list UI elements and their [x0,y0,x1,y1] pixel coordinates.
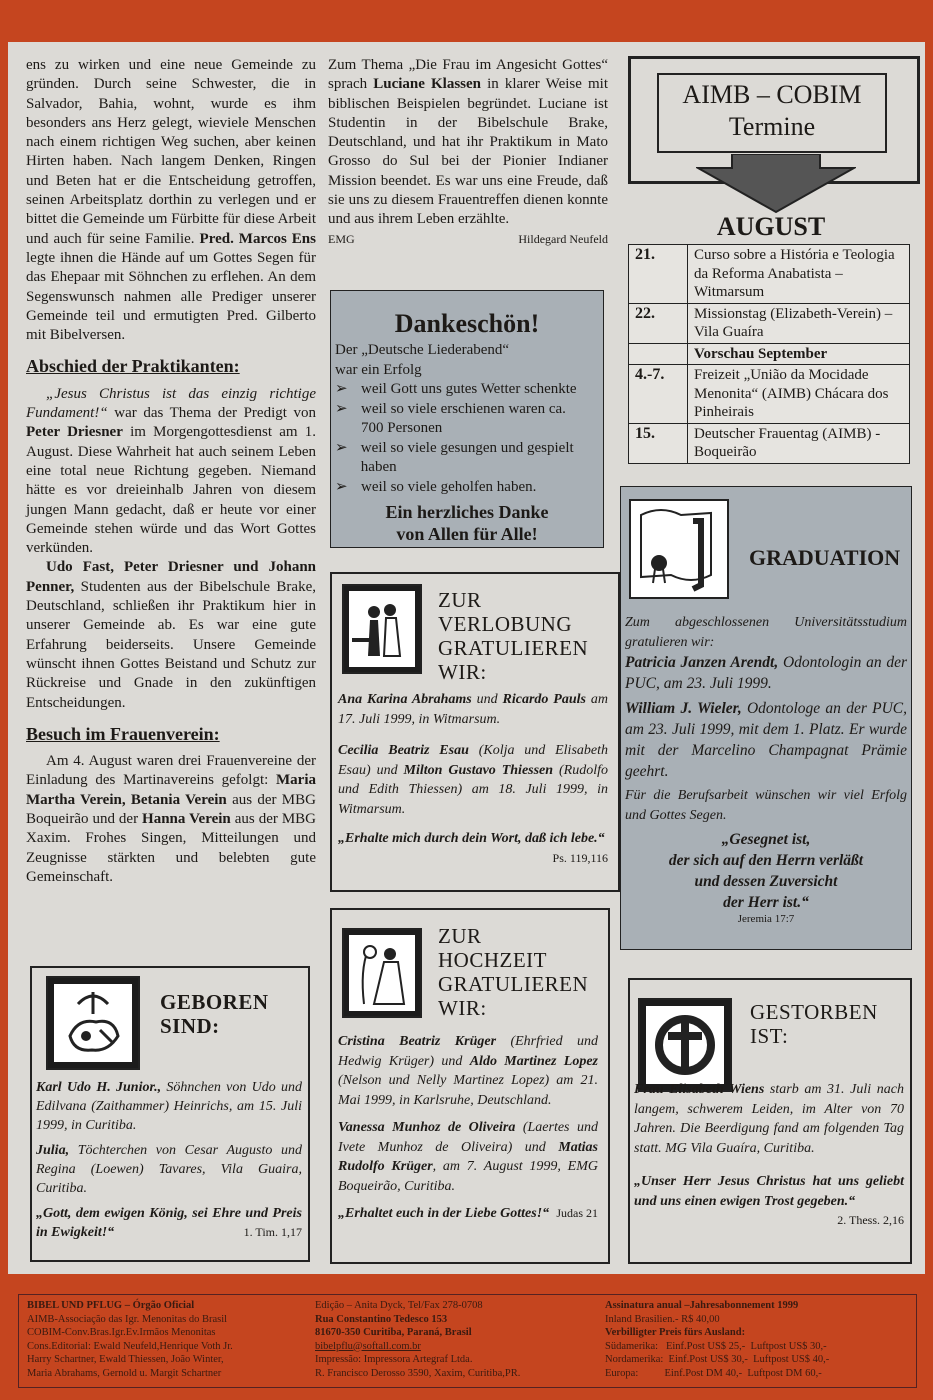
thanks-list [335,380,599,497]
arrow-icon: ➢ [335,439,348,456]
table-row: 15. Deutscher Frauentag (AIMB) - Boqueirão [629,423,910,463]
termine-table [628,244,910,464]
graduation-title: GRADUATION [749,545,901,570]
signature-line: EMG Hildegard Neufeld [328,231,608,246]
engagement-entry: Cecilia Beatriz Esau (Kolja und Elisabeth Esau) und Milton Gustavo Thiessen (Rudolfo und Edith Thiessen) am 18. Juli 1999, in Witmarsum. [338,743,608,817]
engagement-verse: „Erhalte mich durch dein Wort, daß ich lebe.“ Ps. 119,116 [338,831,608,865]
thanks-title: Dankeschön! [394,309,540,338]
wedding-verse: „Erhaltet euch in der Liebe Gottes!“ Judas 21 [338,1206,598,1221]
wedding-title: ZUR HOCHZEIT GRATULIEREN WIR: [438,924,589,1020]
graduation-verse: „Gesegnet ist, der sich auf den Herrn verläßt und dessen Zuversicht der Herr ist.“ Jeremia 17:7 [668,831,864,925]
thanks-item: ➢ weil Gott uns gutes Wetter schenkte [335,380,599,400]
heading-frauenverein: Besuch im Frauenverein: [26,723,220,744]
diploma-icon [629,499,729,599]
birth-entry: Julia, Töchterchen von Cesar Augusto und Regina (Loewen) Tavares, Vila Guaira, Curitiba. [36,1143,302,1196]
deaths-verse: „Unser Herr Jesus Christus hat uns geliebt und uns einen ewigen Trost gegeben.“ 2. Thess. 2,16 [634,1174,904,1227]
deaths-box [628,978,912,1264]
wedding-couple-icon [342,928,422,1018]
masthead-footer [18,1294,917,1388]
termine-org-title: AIMB – COBIM [682,80,862,109]
thanks-item: ➢ weil so viele gesungen und gespielt haben [335,439,599,478]
engagement-entry: Ana Karina Abrahams und Ricardo Pauls am 17. Juli 1999, in Witmarsum. [338,692,608,727]
graduate-entry: Patricia Janzen Arendt, Odontologin an der PUC, am 23. Juli 1999. [625,654,907,692]
termine-title: Termine [728,112,816,141]
footer-publisher: BIBEL UND PFLUG – Órgão Oficial AIMB-Associação das Igr. Menonitas do Brasil COBIM-Conv.Bras.Igr.Ev.Irmãos Menonitas Cons.Editorial: Ewald Neufeld,Henrique Voth Jr. Harry Schartner, Ewald Thiessen, João Winter, Maria Abrahams, Gernold u. Margit Schartner [27,1300,233,1379]
births-entries [36,1078,302,1242]
deaths-title: GESTORBEN IST: [750,1000,878,1048]
paragraph-students: Udo Fast, Peter Driesner und Johann Penner, Studenten aus der Bibelschule Brake, Deutschland, schließen ihr Praktikum hier in unserer Gemeinde ab. Es war eine gute Erfahrung beiderseits. Unsere Gemeinde wünscht ihnen Gottes Beistand und Schutz zur Rückreise und Gnade in den zukünftigen Entscheidungen. [26,559,316,711]
newsletter-page [8,42,925,1274]
wedding-box [330,908,610,1264]
graduation-box: GRADUATION Zum abgeschlossenen Universitätsstudium gratulieren wir: Patricia Janzen Arendt, Odontologin an der PUC, am 23. Juli 1999. William J. Wieler, Odontologe an der PUC, am 23. Juli 1999, mit dem 1. Platz. Er wurde mit der Marcelino Champagnat Prämie geehrt. Für die Berufsarbeit wünschen wir viel Erfolg und Gottes Segen. „Gesegnet ist, der sich auf den Herrn verläßt und dessen Zuversicht der Herr ist.“ Jeremia 17:7 [620,486,912,950]
paragraph-frauenverein: Am 4. August waren drei Frauenvereine der Einladung des Martinavereins gefolgt: Maria Martha Verein, Betania Verein aus der MBG Boqueirão und der Hanna Verein aus der MBG Xaxim. Frohes Singen, Mitteilungen und Zeugnisse stärkten und belebten gute Gemeinschaft. [26,753,316,885]
heading-praktikanten: Abschied der Praktikanten: [26,356,240,377]
down-arrow-icon [696,154,856,214]
engagement-box [330,572,620,892]
wedding-entry: Vanessa Munhoz de Oliveira (Laertes und Ivete Munhoz de Oliveira) und Matias Rudolfo Krüger, am 7. August 1999, EMG Boqueirão, Curitiba. [338,1120,598,1194]
couple-icon [342,584,422,674]
thanks-item: ➢ weil so viele erschienen waren ca. 700 Personen [335,400,599,439]
footer-edition: Edição – Anita Dyck, Tel/Fax 278-0708 Rua Constantino Tedesco 153 81670-350 Curitiba, Paraná, Brasil bibelpflu@softall.com.br Impressão: Impressora Artegraf Ltda. R. Francisco Derosso 3590, Xaxim, Curitiba,PR. [315,1299,595,1380]
arrow-icon: ➢ [335,381,348,397]
graduate-entry: William J. Wieler, Odontologe an der PUC, am 23. Juli 1999, mit dem 1. Platz. Er wurde mit der Marcelino Champagnat Prämie geehrt. [625,700,907,780]
engagement-title: ZUR VERLOBUNG GRATULIEREN WIR: [438,588,589,684]
wedding-entry: Cristina Beatriz Krüger (Ehrfried und Hedwig Krüger) und Aldo Martinez Lopez (Nelson und Nelly Martinez Lopez) am 21. Mai 1999, in Karlsruhe, Deutschland. [338,1034,599,1108]
births-title: GEBOREN SIND: [160,990,269,1038]
column-left [26,56,316,887]
column-middle-text: Zum Thema „Die Frau im Angesicht Gottes“ sprach Luciane Klassen in klarer Weise mit biblischen Beispielen begründet. Luciane ist Studentin in der Bibelschule Brake, Deutschland, und hat ihr Praktikum in Mato Grosso do Sul bei der Pionier Indianer Mission beendet. Es war uns eine Freude, daß sie uns zu diesem Frauentreffen dienen konnte und aus ihrem Leben erzählte. EMG Hildegard Neufeld [328,56,608,249]
birth-entry: Karl Udo H. Junior., Söhnchen von Udo und Edilvana (Zaithammer) Heinrichs, am 15. Juli 1999, in Curitiba. [36,1080,302,1133]
births-box [30,966,310,1262]
paragraph-praktikanten: „Jesus Christus ist das einzig richtige Fundament!“ war das Thema der Predigt von Peter Driesner im Morgengottesdienst am 1. August. Diese Wahrheit hat auch seinem Leben eine total neue Richtung gegeben. Niemand hätte es vor dreieinhalb Jahren von diesem jungen Mann gedacht, daß er heute vor einer Gemeinde stehen würde und das Wort Gottes verkünden. [26,385,317,557]
table-row: 22. Missionstag (Elizabeth-Verein) – Vila Guaíra [629,303,910,343]
stork-icon [46,976,140,1070]
pastor-name: Pred. Marcos Ens [199,230,316,247]
table-row: 21. Curso sobre a História e Teologia da Reforma Anabatista – Witmarsum [629,245,910,304]
footer-subscription: Assinatura anual –Jahresabonnement 1999 Inland Brasilien.- R$ 40,00 Verbilligter Preis fürs Ausland: Südamerika: Einf.Post US$ 25,- Luftpost US$ 30,- Nordamerika: Einf.Post US$ 30,- Luftpost US$ 40,- Europa: Einf.Post DM 40,- Luftpost DM 60,- [605,1300,830,1379]
preview-label: Vorschau September [688,343,910,365]
intro-paragraph: ens zu wirken und eine neue Gemeinde zu gründen. Durch seine Schwester, die in Salvador, Bahia, wohnt, wurde es ihm besonders ans Herz gelegt, wieviele Menschen nach einem richtigen Weg suchen, aber keinen Hirten haben. Nach langem Denken, Ringen und Beten hat er die Entscheidung getroffen, seinen Arbeitsplatz dorthin zu verlegen und er bittet die Gemeinde um Fürbitte für diese Arbeit und auch für seine Familie. Pred. Marcos Ens legte ihnen die Hände auf um Gottes Segen für das Ehepaar mit Söhnchen zu erflehen. An dem Segenswunsch nahmen alle Prediger unserer Gemeinde teil und ermutigten Pred. Gilberto mit Bibelversen. [26,57,316,344]
obituary-entry: Frau Elisabeth Wiens starb am 31. Juli nach langem, schwerem Leiden, im Alter von 70 Jahren. Die Beerdigung fand am folgenden Tag statt. MG Vila Guaíra, Curitiba. [634,1082,905,1156]
thanks-box: Dankeschön! Der „Deutsche Liederabend“ war ein Erfolg ➢ weil Gott uns gutes Wetter schenkte ➢ weil so viele erschienen waren ca. 700 Personen ➢ weil so viele gesungen und gespielt haben ➢ weil so viele geholfen haben. Ein herzliches Danke von Allen für Alle! [330,290,604,548]
arrow-icon: ➢ [335,478,348,495]
thanks-item: ➢ weil so viele geholfen haben. [335,478,599,498]
births-verse: „Gott, dem ewigen König, sei Ehre und Preis in Ewigkeit!“ 1. Tim. 1,17 [36,1206,302,1240]
email-link[interactable]: bibelpflu@softall.com.br [315,1340,421,1352]
arrow-icon: ➢ [335,400,348,417]
termine-month: AUGUST [716,212,826,241]
table-row [629,343,910,365]
table-row: 4.-7. Freizeit „União da Mocidade Menonita“ (AIMB) Chácara dos Pinheirais [629,365,910,424]
cross-wreath-icon [638,998,732,1092]
